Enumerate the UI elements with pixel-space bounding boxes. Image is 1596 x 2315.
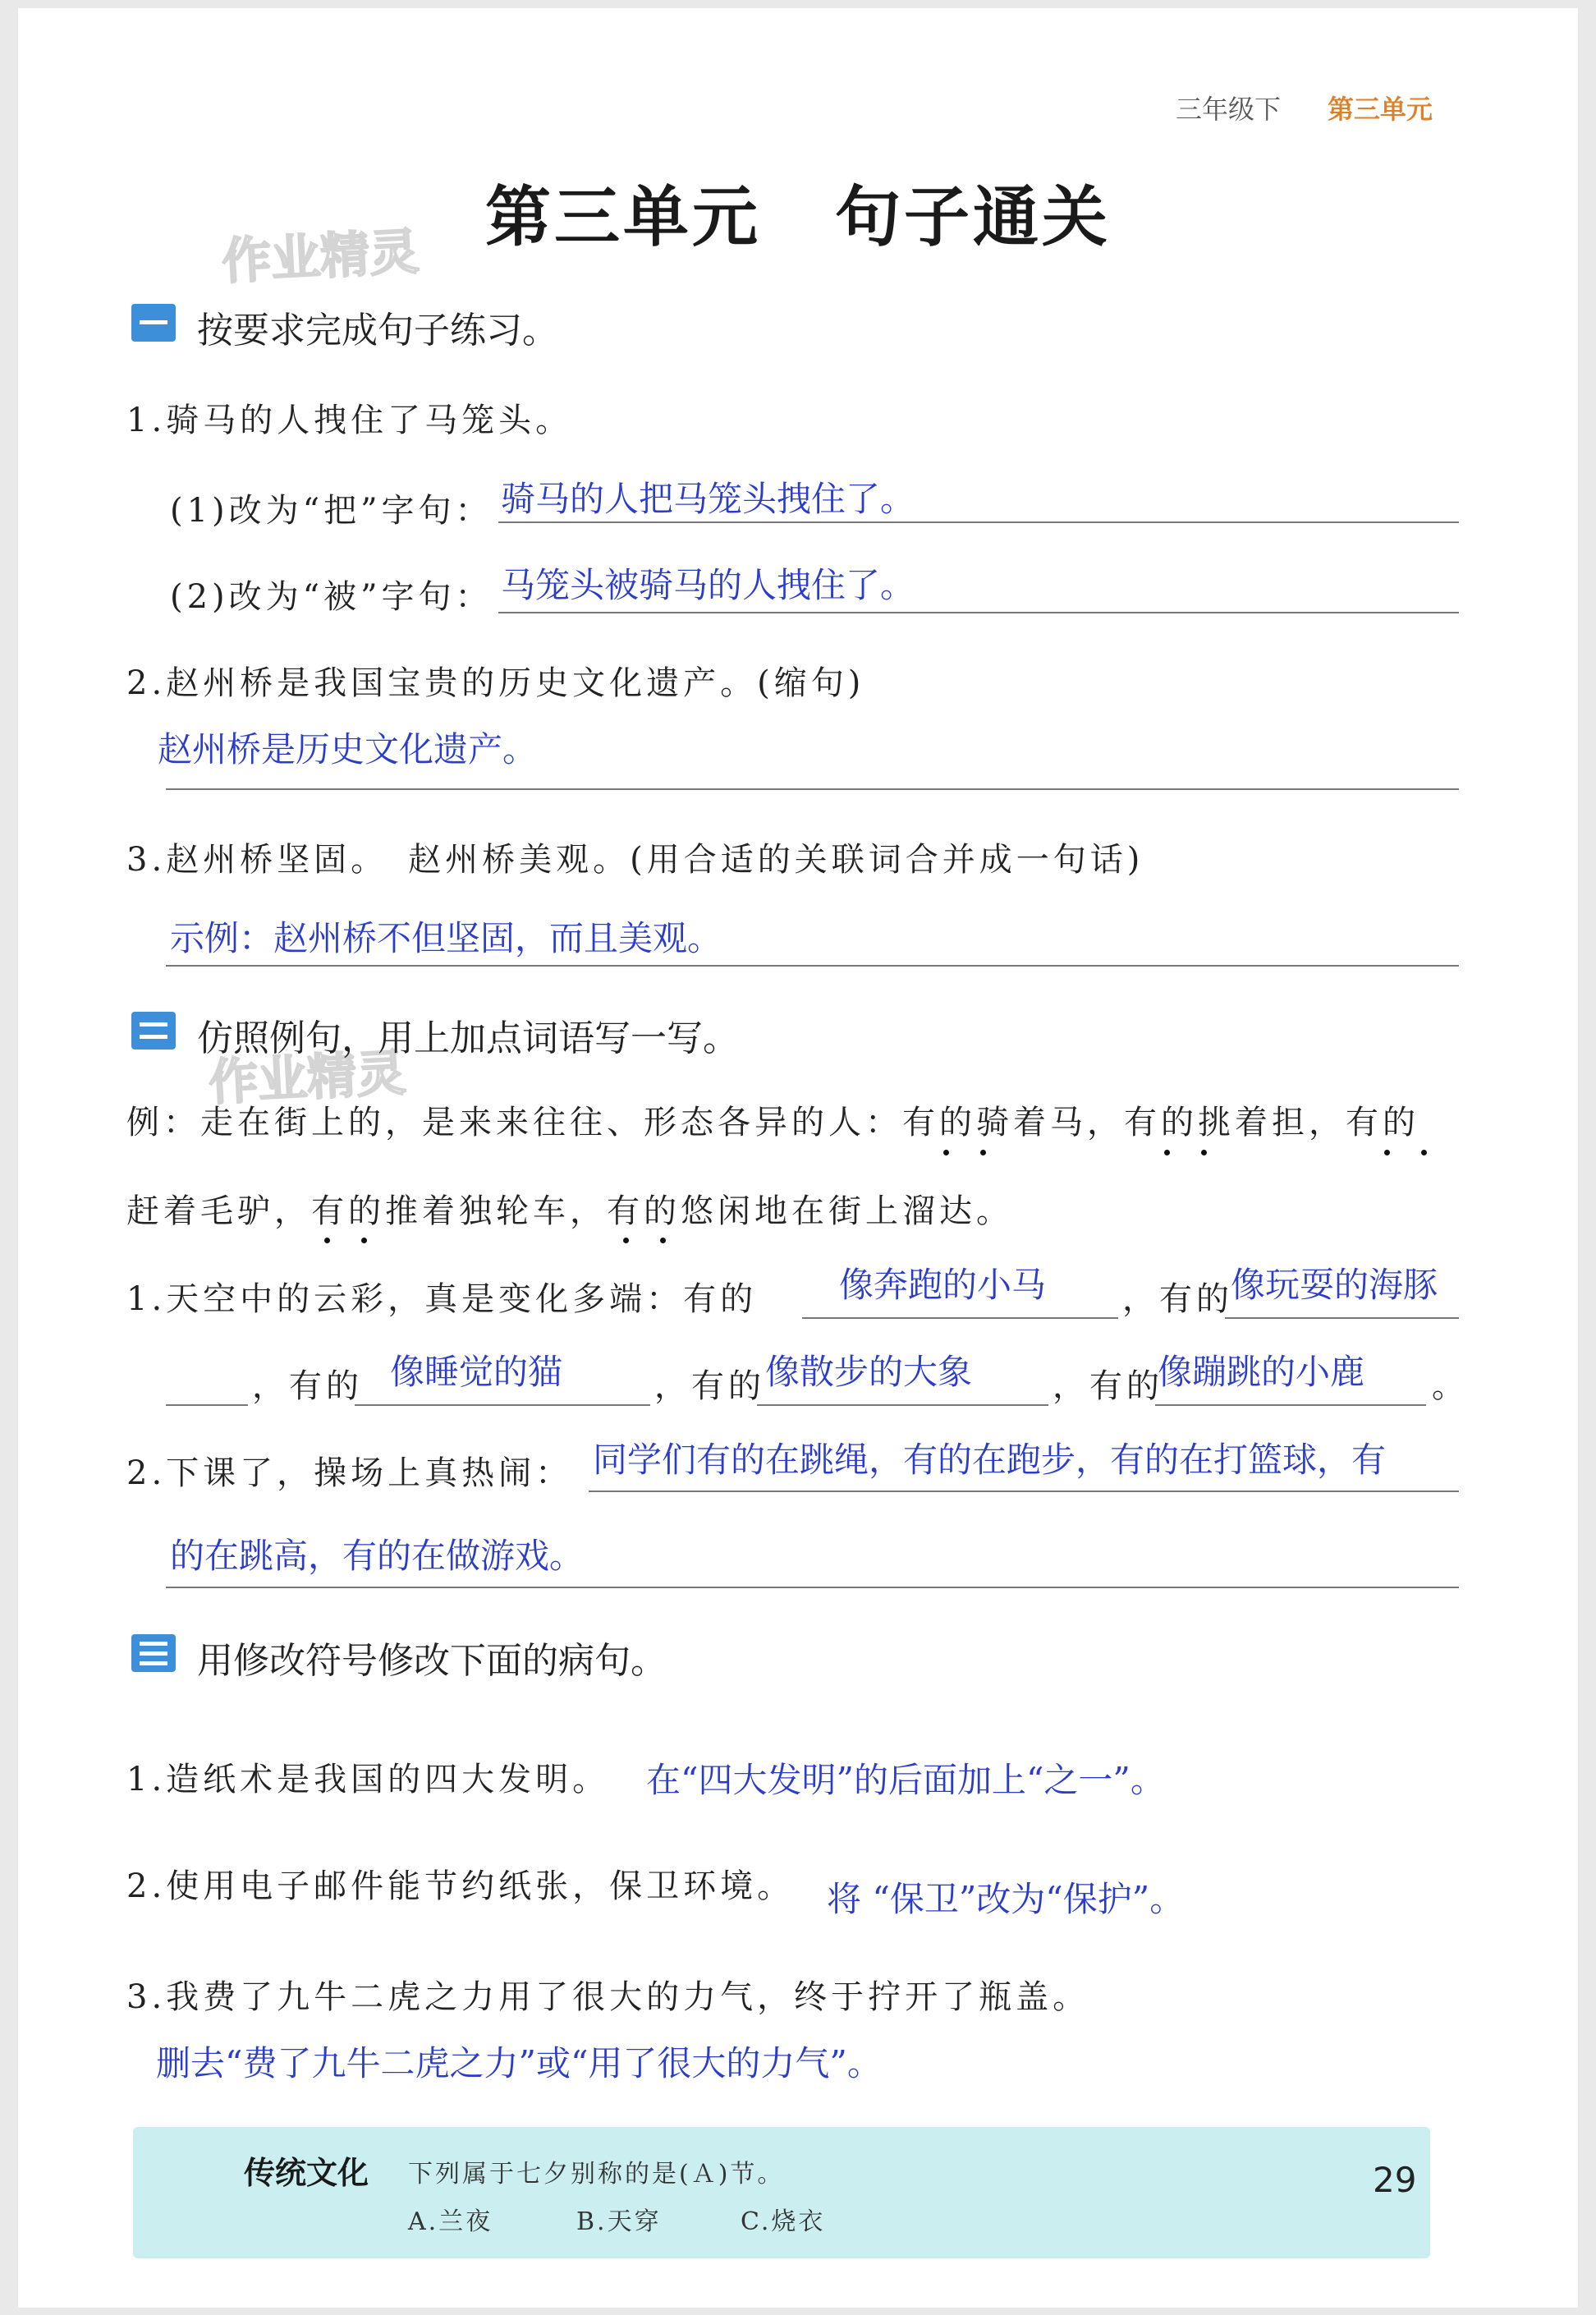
section-2-icon (131, 1012, 176, 1050)
youde-connector: ，有的 (654, 1367, 765, 1405)
question-2-2: 2.下课了，操场上真热闹： (126, 1454, 573, 1492)
emphasis-dot (623, 1238, 629, 1243)
answer-2-1-b: 像玩耍的海豚 (1231, 1265, 1438, 1305)
section-1-icon (131, 304, 176, 342)
question-1-3: 3.赵州桥坚固。 赵州桥美观。(用合适的关联词合并成一句话) (126, 841, 1144, 879)
answer-line (802, 1317, 1118, 1319)
answer-line (1225, 1317, 1459, 1319)
answer-line (166, 1587, 1459, 1588)
answer-2-1-e: 像蹦跳的小鹿 (1158, 1352, 1365, 1392)
emphasis-dot (1201, 1150, 1207, 1155)
section-1-title: 按要求完成句子练习。 (197, 310, 558, 351)
title-part1: 第三单元 (485, 179, 761, 255)
answer-line (355, 1404, 650, 1406)
answer-2-1-d: 像散步的大象 (765, 1352, 973, 1392)
answer-1-2: 赵州桥是历史文化遗产。 (158, 729, 538, 769)
answer-3-3: 删去“费了九牛二虎之力”或“用了很大的力气”。 (156, 2043, 882, 2083)
emphasis-dot (361, 1238, 367, 1243)
answer-2-2-line1: 同学们有的在跳绳，有的在跑步，有的在打篮球，有 (593, 1440, 1387, 1480)
answer-line (166, 1404, 248, 1406)
answer-3-2: 将 “保卫”改为“保护”。 (827, 1879, 1185, 1919)
culture-option-c: C.烧衣 (741, 2207, 826, 2236)
answer-1-1-sub2: 马笼头被骑马的人拽住了。 (501, 565, 915, 605)
emphasis-dot (1384, 1150, 1390, 1155)
example-line-2: 赶着毛驴，有的推着独轮车，有的悠闲地在街上溜达。 (126, 1192, 1013, 1230)
answer-line (498, 612, 1459, 613)
answer-line (757, 1404, 1048, 1406)
header-unit: 第三单元 (1328, 94, 1433, 125)
example-line-1: 例：走在街上的，是来来往往、形态各异的人：有的骑着马，有的挑着担，有的 (126, 1104, 1419, 1141)
answer-2-1-c: 像睡觉的猫 (390, 1352, 563, 1392)
answer-2-1-a: 像奔跑的小马 (839, 1265, 1047, 1305)
page-number: 29 (1373, 2160, 1417, 2200)
workbook-page (18, 8, 1578, 2308)
question-1-1: 1.骑马的人拽住了马笼头。 (126, 402, 573, 439)
emphasis-dot (1164, 1150, 1170, 1155)
section-3-icon (131, 1634, 176, 1672)
emphasis-dot (943, 1150, 949, 1155)
emphasis-dot (324, 1238, 330, 1243)
answer-line (589, 1491, 1459, 1492)
question-1-1-sub1-label: (1)改为“把”字句： (170, 492, 493, 530)
answer-line (166, 788, 1459, 790)
question-3-2: 2.使用电子邮件能节约纸张，保卫环境。 (126, 1867, 795, 1905)
question-1-1-sub2-label: (2)改为“被”字句： (170, 578, 493, 616)
question-1-2: 2.赵州桥是我国宝贵的历史文化遗产。(缩句) (126, 664, 865, 702)
emphasis-dot (980, 1150, 986, 1155)
culture-option-b: B.天穿 (576, 2207, 662, 2236)
header-grade: 三年级下 (1176, 94, 1282, 125)
sentence-end: 。 (1432, 1367, 1469, 1405)
watermark: 作业精灵 (220, 223, 420, 292)
question-2-1: 1.天空中的云彩，真是变化多端：有的 (126, 1280, 758, 1318)
emphasis-dot (1421, 1150, 1427, 1155)
title-part2: 句子通关 (835, 179, 1111, 255)
section-3-title: 用修改符号修改下面的病句。 (197, 1640, 667, 1682)
youde-connector: ，有的 (1122, 1280, 1233, 1318)
culture-question: 下列属于七夕别称的是(Ａ)节。 (408, 2160, 785, 2189)
youde-connector: ，有的 (252, 1367, 363, 1405)
answer-3-1: 在“四大发明”的后面加上“之一”。 (646, 1760, 1165, 1800)
culture-box (133, 2127, 1430, 2258)
answer-line (1155, 1404, 1426, 1406)
answer-1-1-sub1: 骑马的人把马笼头拽住了。 (501, 479, 915, 519)
answer-line (166, 965, 1459, 967)
question-3-1: 1.造纸术是我国的四大发明。 (126, 1761, 610, 1798)
watermark: 作业精灵 (207, 1044, 407, 1113)
question-3-3: 3.我费了九牛二虎之力用了很大的力气，终于拧开了瓶盖。 (126, 1978, 1090, 2016)
youde-connector: ，有的 (1053, 1367, 1163, 1405)
culture-label: 传统文化 (244, 2155, 369, 2191)
emphasis-dot (660, 1238, 666, 1243)
section-2-title: 仿照例句，用上加点词语写一写。 (197, 1017, 739, 1059)
answer-1-3: 示例：赵州桥不但坚固，而且美观。 (170, 918, 722, 958)
answer-line (498, 521, 1459, 523)
culture-option-a: A.兰夜 (408, 2207, 493, 2236)
answer-2-2-line2: 的在跳高，有的在做游戏。 (170, 1536, 585, 1576)
